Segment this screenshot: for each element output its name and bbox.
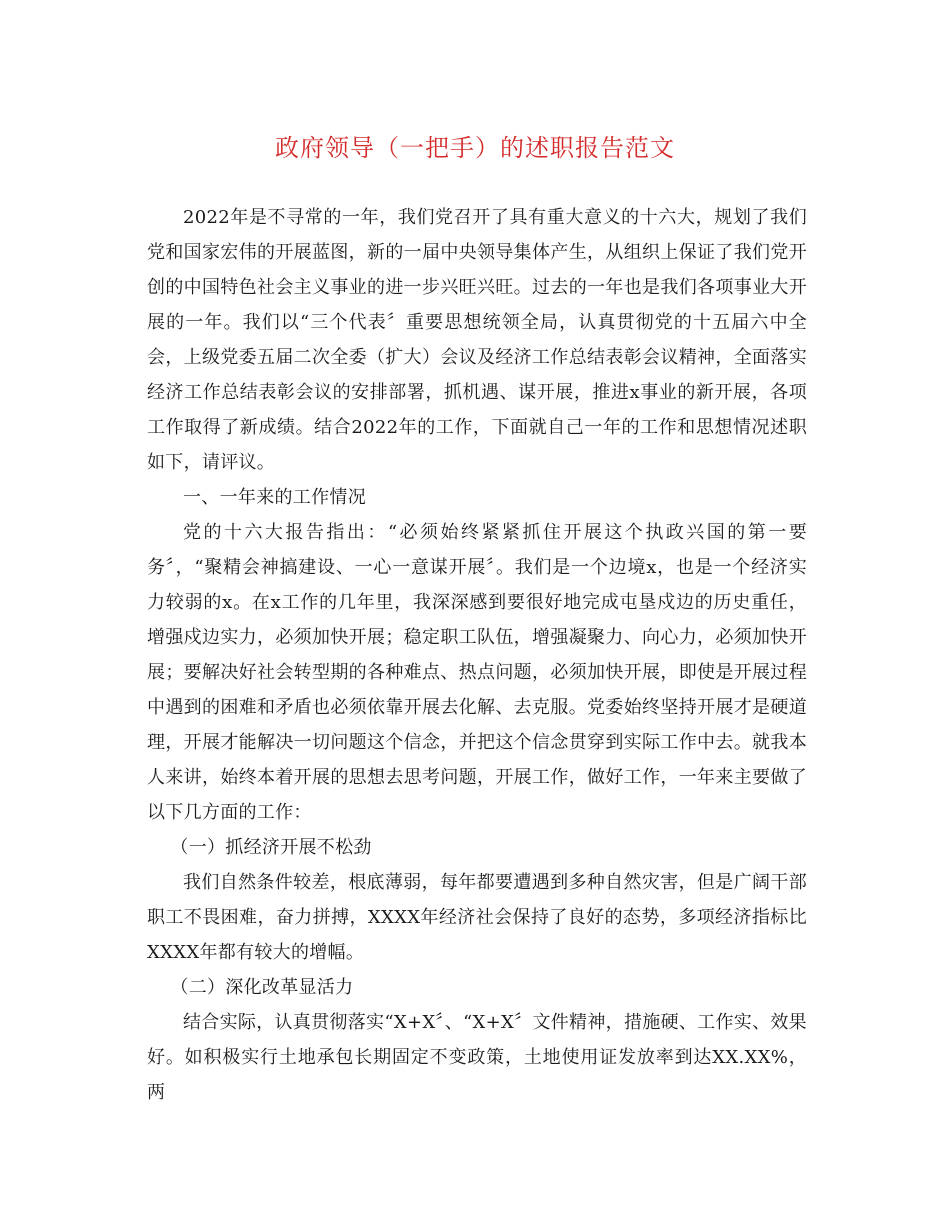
paragraph-reform: 结合实际，认真贯彻落实“X+X〞、“X+X〞文件精神，措施硬、工作实、效果好。如积极实行土地承包长期固定不变政策，土地使用证发放率到达XX.XX%，两	[147, 1012, 807, 1103]
paragraph-report-quote: 党的十六大报告指出：“必须始终紧紧抓住开展这个执政兴国的第一要务〞，“聚精会神搞建设、一心一意谋开展〞。我们是一个边境x，也是一个经济实力较弱的x。在x工作的几年里，我深深感到要很好地完成屯垦戍边的历史重任，增强戍边实力，必须加快开展；稳定职工队伍，增强凝聚力、向心力，必须加快开展；要解决好社会转型期的各种难点、热点问题，必须加快开展，即使是开展过程中遇到的困难和矛盾也必须依靠开展去化解、去克服。党委始终坚持开展才是硬道理，开展才能解决一切问题这个信念，并把这个信念贯穿到实际工作中去。就我本人来讲，始终本着开展的思想去思考问题，开展工作，做好工作，一年来主要做了以下几方面的工作：	[147, 522, 807, 823]
paragraph-economy: 我们自然条件较差，根底薄弱，每年都要遭遇到多种自然灾害，但是广阔干部职工不畏困难，奋力拼搏，XXXX年经济社会保持了良好的态势，多项经济指标比XXXX年都有较大的增幅。	[147, 872, 807, 963]
section-heading-work-status: 一、一年来的工作情况	[183, 487, 366, 508]
document-title: 政府领导（一把手）的述职报告范文	[275, 134, 675, 162]
paragraph-intro: 2022年是不寻常的一年，我们党召开了具有重大意义的十六大，规划了我们党和国家宏伟的开展蓝图，新的一届中央领导集体产生，从组织上保证了我们党开创的中国特色社会主义事业的进一步兴旺兴旺。过去的一年也是我们各项事业大开展的一年。我们以“三个代表〞重要思想统领全局，认真贯彻党的十五届六中全会，上级党委五届二次全委（扩大）会议及经济工作总结表彰会议精神，全面落实经济工作总结表彰会议的安排部署，抓机遇、谋开展，推进x事业的新开展，各项工作取得了新成绩。结合2022年的工作，下面就自己一年的工作和思想情况述职如下，请评议。	[147, 207, 807, 473]
subsection-heading-economy: （一）抓经济开展不松劲	[170, 837, 372, 858]
subsection-heading-reform: （二）深化改革显活力	[170, 977, 354, 998]
document-body	[147, 200, 807, 1110]
